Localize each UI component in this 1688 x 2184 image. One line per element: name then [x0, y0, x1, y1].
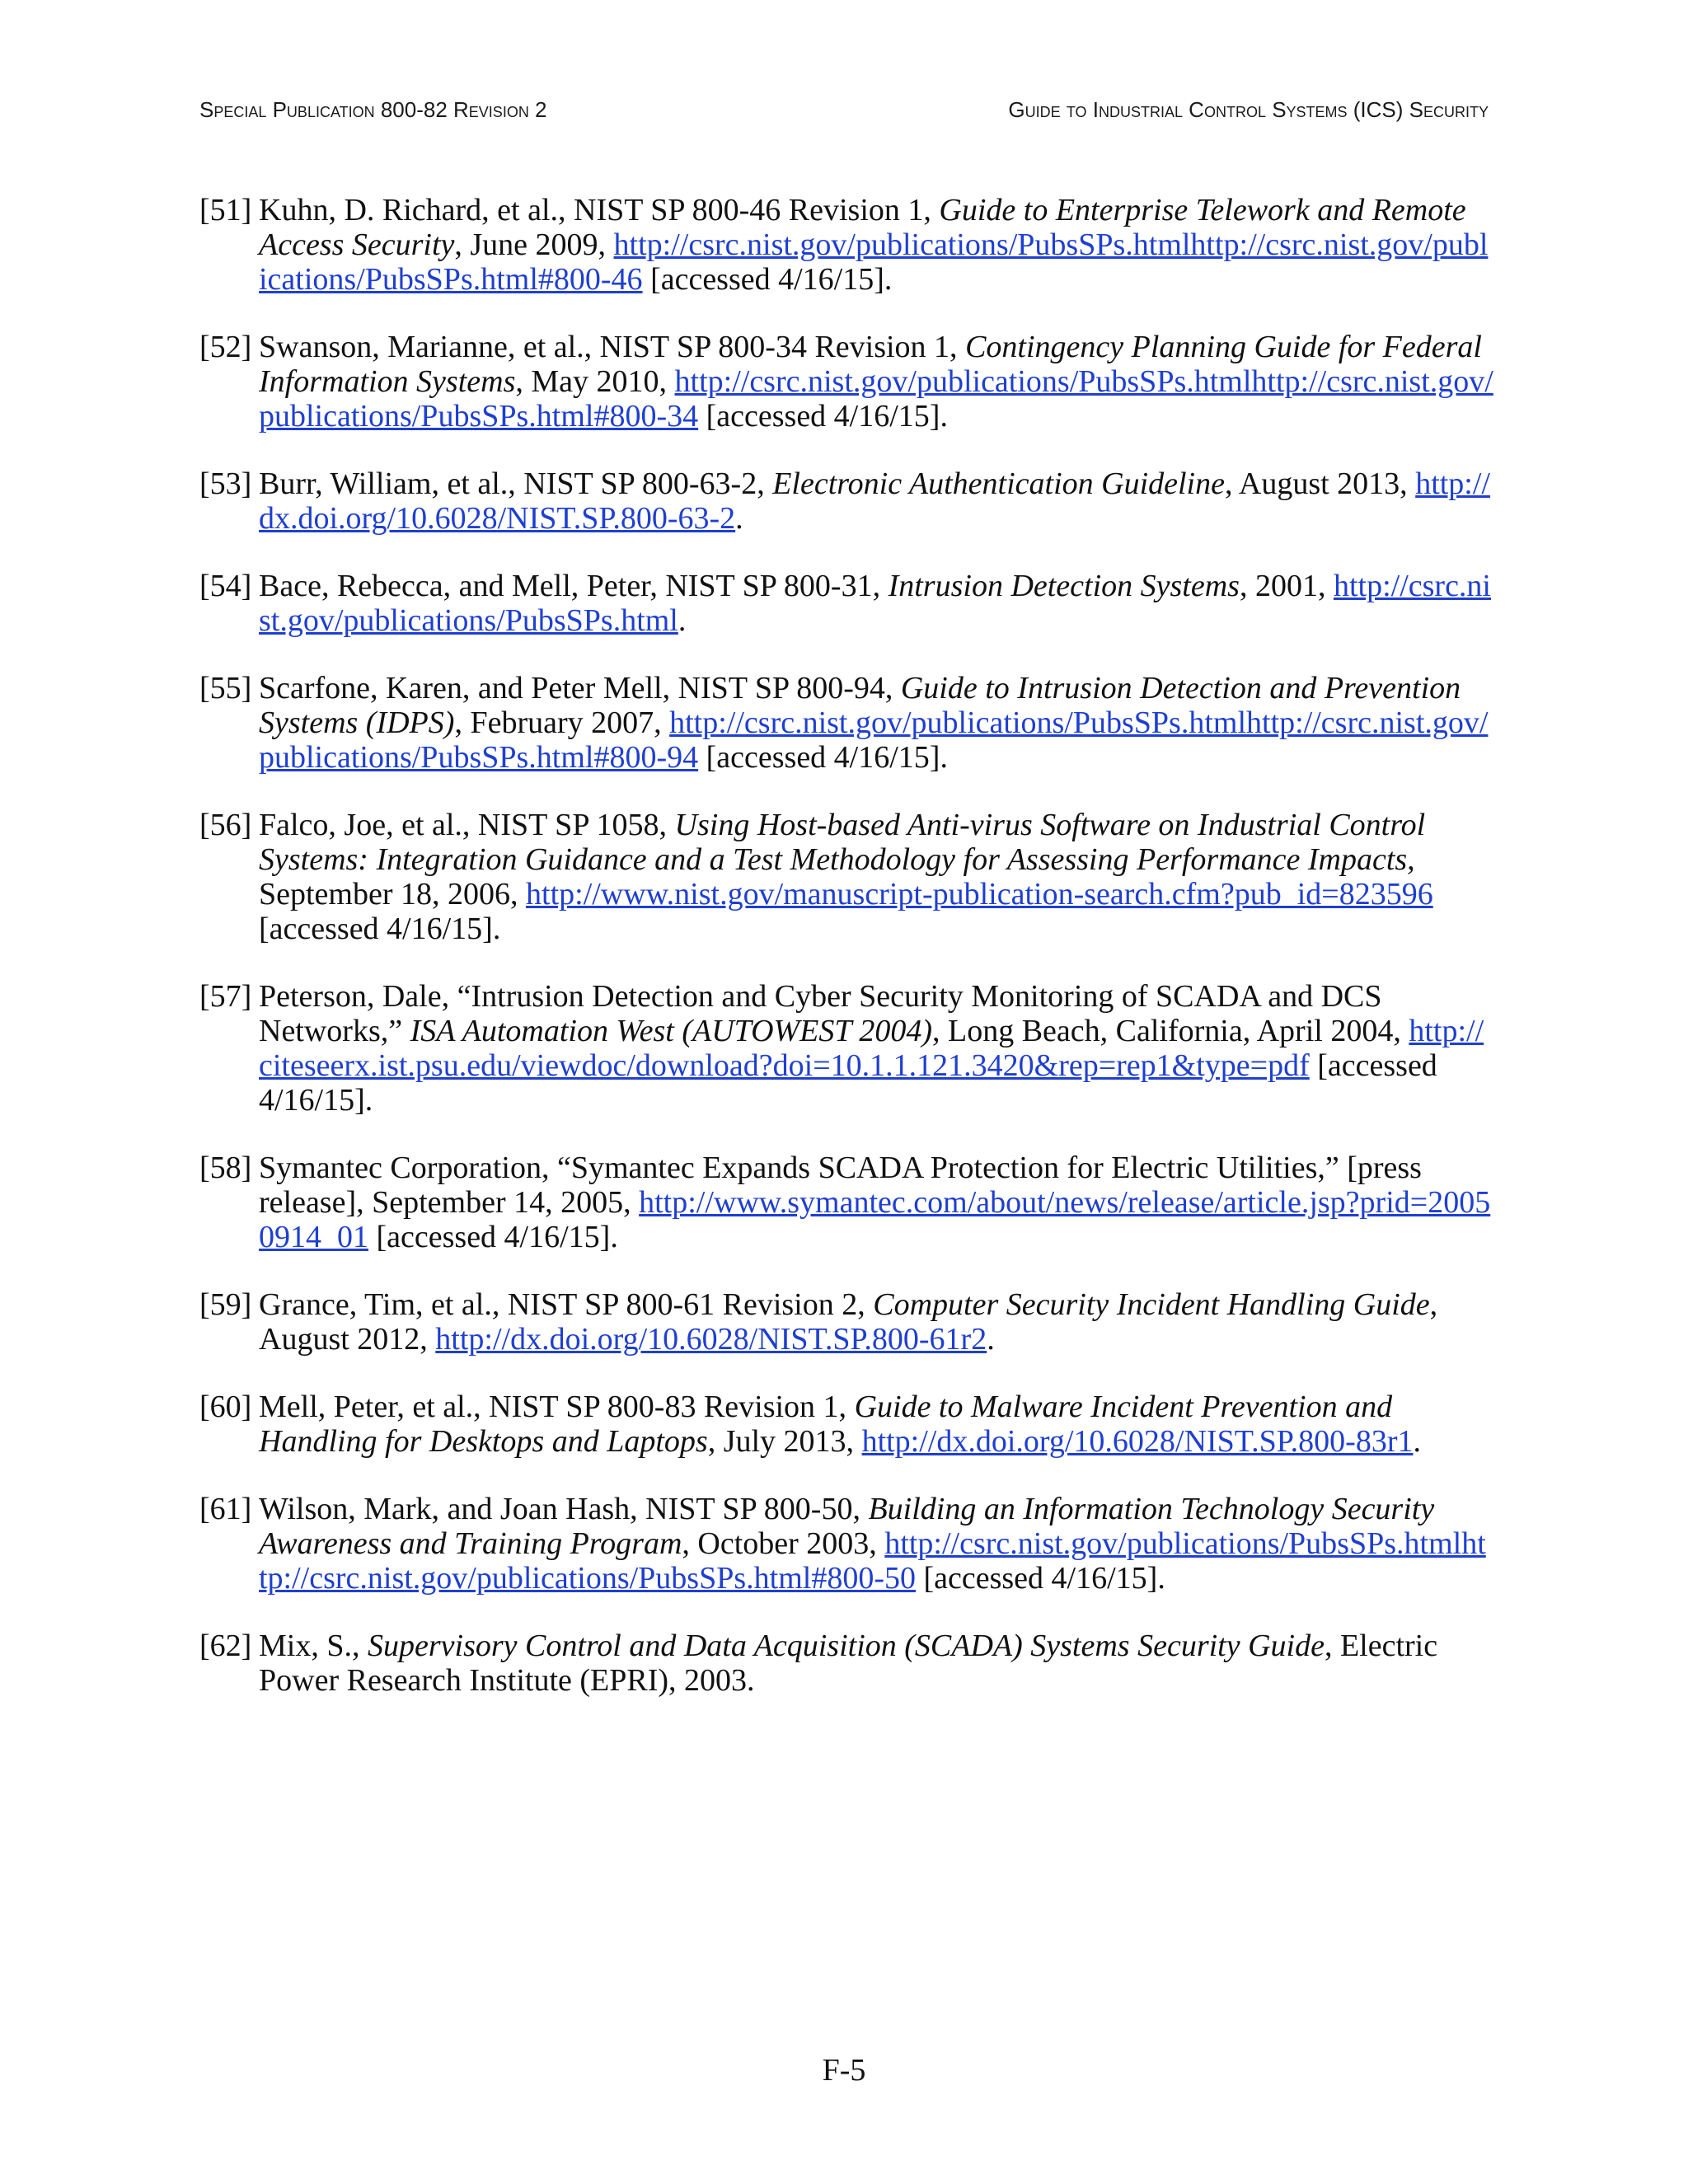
- reference-details: , Long Beach, California, April 2004,: [932, 1014, 1409, 1048]
- reference-item: [199, 979, 1493, 1118]
- header-publication-id: Special Publication 800-82 Revision 2: [199, 97, 547, 122]
- reference-link[interactable]: http://csrc.nist.gov/publications/PubsSPs.html: [259, 569, 1491, 638]
- reference-number: [59]: [199, 1287, 252, 1322]
- reference-number: [62]: [199, 1629, 252, 1663]
- reference-details: , Electric Power Research Institute (EPRI), 2003.: [259, 1629, 1438, 1698]
- reference-authors: Swanson, Marianne, et al., NIST SP 800-34 Revision 1,: [259, 330, 966, 364]
- reference-link[interactable]: http://www.symantec.com/about/news/release/article.jsp?prid=20050914_01: [259, 1185, 1491, 1254]
- reference-link[interactable]: http://csrc.nist.gov/publications/PubsSPs.htmlhttp://csrc.nist.gov/publications/PubsSPs.html#800-46: [259, 227, 1489, 297]
- reference-title: Guide to Intrusion Detection and Prevention Systems (IDPS): [259, 671, 1461, 740]
- reference-authors: Symantec Corporation, “Symantec Expands SCADA Protection for Electric Utilities,” [press release], September 14, 2005,: [259, 1151, 1422, 1220]
- reference-body: [259, 671, 1493, 775]
- reference-item: [199, 569, 1493, 638]
- reference-number: [55]: [199, 671, 252, 705]
- reference-link[interactable]: http://csrc.nist.gov/publications/PubsSPs.htmlhttp://csrc.nist.gov/publications/PubsSPs.html#800-34: [259, 364, 1493, 434]
- reference-body: [259, 979, 1493, 1118]
- reference-authors: Grance, Tim, et al., NIST SP 800-61 Revision 2,: [259, 1287, 874, 1322]
- reference-details: , 2001,: [1239, 569, 1334, 603]
- reference-access-note: [accessed 4/16/15].: [259, 1048, 1437, 1118]
- reference-body: [259, 569, 1493, 638]
- reference-item: [199, 1629, 1493, 1698]
- page-number: F-5: [822, 2053, 866, 2088]
- reference-body: [259, 1151, 1493, 1254]
- reference-body: [259, 1629, 1493, 1698]
- reference-link[interactable]: http://dx.doi.org/10.6028/NIST.SP.800-83r1: [861, 1424, 1414, 1459]
- reference-item: [199, 193, 1493, 297]
- reference-title: Supervisory Control and Data Acquisition (SCADA) Systems Security Guide: [367, 1629, 1325, 1663]
- reference-access-note: [accessed 4/16/15].: [368, 1220, 618, 1254]
- reference-number: [54]: [199, 569, 252, 603]
- reference-item: [199, 1390, 1493, 1459]
- reference-details: , August 2013,: [1224, 466, 1416, 501]
- reference-number: [56]: [199, 808, 252, 842]
- reference-title: Building an Information Technology Security Awareness and Training Program: [259, 1492, 1435, 1561]
- reference-title: Intrusion Detection Systems: [888, 569, 1240, 603]
- reference-title: Contingency Planning Guide for Federal Information Systems: [259, 330, 1482, 399]
- reference-details: , October 2003,: [682, 1526, 885, 1561]
- reference-details: , August 2012,: [259, 1287, 1438, 1357]
- reference-body: [259, 193, 1493, 297]
- reference-number: [60]: [199, 1390, 252, 1424]
- reference-access-note: .: [678, 603, 687, 638]
- reference-number: [53]: [199, 466, 252, 501]
- reference-title: Electronic Authentication Guideline: [772, 466, 1225, 501]
- reference-link[interactable]: http://citeseerx.ist.psu.edu/viewdoc/download?doi=10.1.1.121.3420&rep=rep1&type=pdf: [259, 1014, 1484, 1083]
- reference-details: , May 2010,: [515, 364, 675, 399]
- reference-item: [199, 808, 1493, 946]
- reference-authors: Wilson, Mark, and Joan Hash, NIST SP 800-50,: [259, 1492, 869, 1526]
- reference-access-note: [accessed 4/16/15].: [642, 262, 893, 297]
- reference-item: [199, 1151, 1493, 1254]
- reference-body: [259, 330, 1493, 434]
- reference-link[interactable]: http://dx.doi.org/10.6028/NIST.SP.800-61r2: [435, 1322, 987, 1357]
- reference-details: , February 2007,: [454, 705, 670, 740]
- reference-number: [52]: [199, 330, 252, 364]
- reference-body: [259, 1390, 1493, 1459]
- reference-body: [259, 1492, 1493, 1596]
- reference-body: [259, 466, 1493, 536]
- reference-authors: Scarfone, Karen, and Peter Mell, NIST SP 800-94,: [259, 671, 901, 705]
- reference-item: [199, 671, 1493, 775]
- reference-access-note: [accessed 4/16/15].: [915, 1561, 1165, 1596]
- reference-access-note: [accessed 4/16/15].: [698, 399, 948, 434]
- reference-title: Computer Security Incident Handling Guide: [873, 1287, 1430, 1322]
- reference-item: [199, 1287, 1493, 1357]
- reference-access-note: .: [735, 501, 743, 536]
- reference-link[interactable]: http://dx.doi.org/10.6028/NIST.SP.800-63-2: [259, 466, 1490, 536]
- reference-title: Using Host-based Anti-virus Software on Industrial Control Systems: Integration Guidance and a Test Methodology for Assessing Performance Impacts,: [259, 808, 1426, 877]
- reference-details: , July 2013,: [707, 1424, 862, 1459]
- reference-access-note: [accessed 4/16/15].: [259, 912, 501, 946]
- reference-item: [199, 466, 1493, 536]
- reference-details: , June 2009,: [454, 227, 614, 262]
- reference-authors: Burr, William, et al., NIST SP 800-63-2,: [259, 466, 773, 501]
- reference-title: ISA Automation West (AUTOWEST 2004): [410, 1014, 932, 1048]
- reference-title: Guide to Malware Incident Prevention and Handling for Desktops and Laptops: [259, 1390, 1393, 1459]
- reference-authors: Mix, S.,: [259, 1629, 368, 1663]
- reference-access-note: .: [1413, 1424, 1421, 1459]
- reference-link[interactable]: http://csrc.nist.gov/publications/PubsSPs.htmlhttp://csrc.nist.gov/publications/PubsSPs.html#800-94: [259, 705, 1489, 775]
- reference-authors: Mell, Peter, et al., NIST SP 800-83 Revision 1,: [259, 1390, 855, 1424]
- reference-number: [51]: [199, 193, 252, 227]
- reference-number: [58]: [199, 1151, 252, 1185]
- reference-number: [61]: [199, 1492, 252, 1526]
- reference-number: [57]: [199, 979, 252, 1014]
- reference-item: [199, 1492, 1493, 1596]
- reference-list: [199, 193, 1493, 1731]
- reference-authors: Peterson, Dale, “Intrusion Detection and Cyber Security Monitoring of SCADA and DCS Networks,”: [259, 979, 1382, 1048]
- reference-link[interactable]: http://csrc.nist.gov/publications/PubsSPs.htmlhttp://csrc.nist.gov/publications/PubsSPs.html#800-50: [259, 1526, 1486, 1596]
- reference-item: [199, 330, 1493, 434]
- reference-access-note: [accessed 4/16/15].: [698, 740, 948, 775]
- reference-authors: Bace, Rebecca, and Mell, Peter, NIST SP 800-31,: [259, 569, 889, 603]
- reference-access-note: .: [987, 1322, 995, 1357]
- reference-body: [259, 808, 1493, 946]
- reference-authors: Falco, Joe, et al., NIST SP 1058,: [259, 808, 675, 842]
- reference-details: September 18, 2006,: [259, 877, 527, 912]
- header-document-title: Guide to Industrial Control Systems (ICS) Security: [1008, 97, 1489, 122]
- reference-title: Guide to Enterprise Telework and Remote Access Security: [259, 193, 1466, 262]
- reference-link[interactable]: http://www.nist.gov/manuscript-publication-search.cfm?pub_id=823596: [526, 877, 1433, 912]
- reference-body: [259, 1287, 1493, 1357]
- reference-authors: Kuhn, D. Richard, et al., NIST SP 800-46 Revision 1,: [259, 193, 940, 227]
